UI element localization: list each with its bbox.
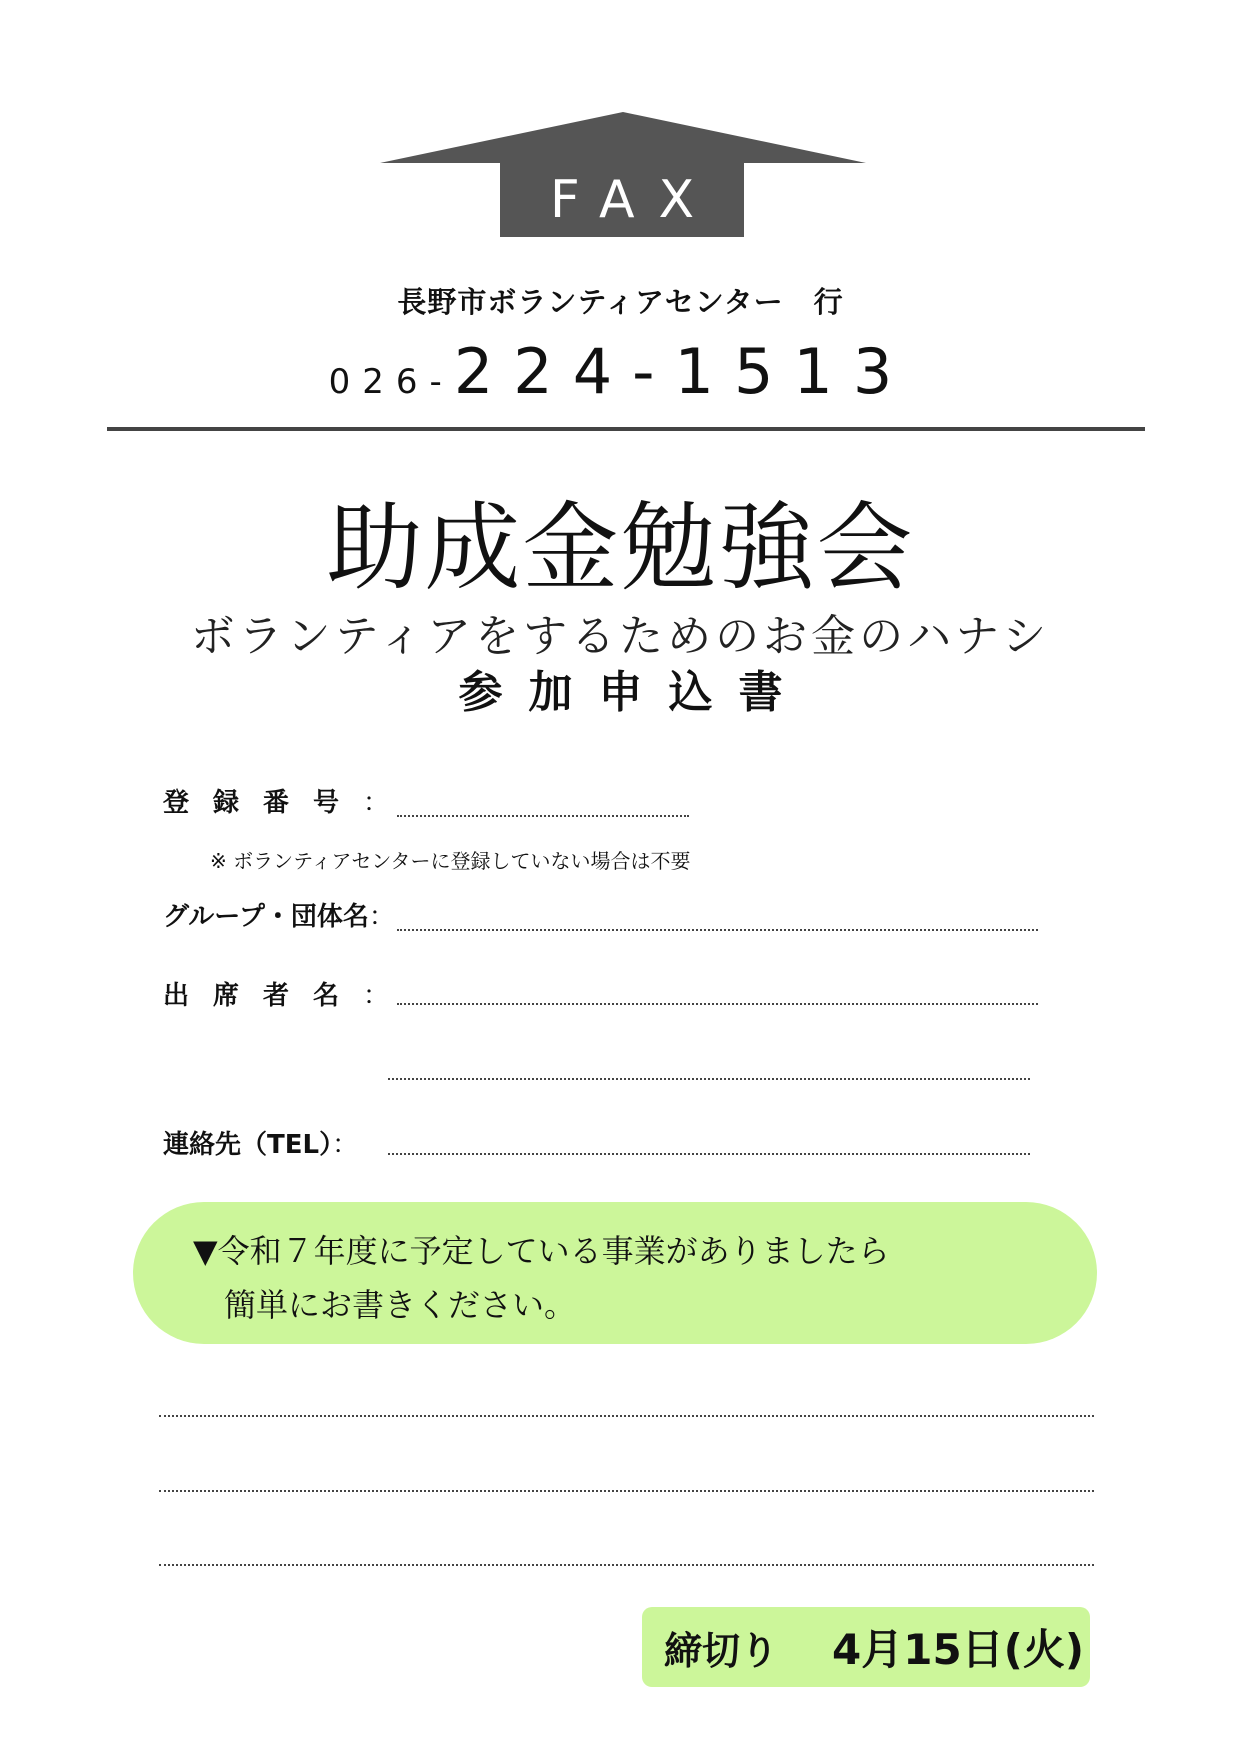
group-name-label: グループ・団体名： [163,902,395,932]
attendee-name-field[interactable] [397,1003,1038,1005]
fax-label: FAX [549,169,719,230]
recipient-name: 長野市ボランティアセンター 行 [397,285,844,319]
deadline-date: 4月15日(火) [832,1625,1085,1674]
contact-label: 連絡先（TEL）： [163,1130,359,1160]
plan-prompt-line-2: 簡単にお書きください。 [224,1286,577,1324]
fax-label-box [500,162,744,237]
registration-number-label: 登録番号： [163,788,390,818]
group-name-field[interactable] [397,929,1038,931]
deadline-label: 締切り [664,1629,779,1673]
plan-answer-line-1[interactable] [159,1415,1094,1417]
fax-number-main: 224-1513 [453,335,913,408]
registration-note: ※ ボランティアセンターに登録していない場合は不要 [210,849,691,873]
main-title: 助成金勉強会 [326,492,915,604]
registration-number-field[interactable] [397,815,689,817]
subtitle: ボランティアをするためのお金のハナシ [190,611,1051,662]
fax-number [0,335,1241,408]
plan-answer-line-3[interactable] [159,1564,1094,1566]
fax-number-prefix: 026- [328,362,454,402]
plan-prompt-line-1: ▼令和７年度に予定している事業がありましたら [193,1232,890,1270]
contact-field[interactable] [388,1153,1030,1155]
form-title: 参加申込書 [458,667,809,718]
plan-answer-line-2[interactable] [159,1490,1094,1492]
header-divider [107,427,1145,431]
attendee-name-label: 出席者名： [163,981,390,1011]
attendee-name-field-2[interactable] [388,1078,1030,1080]
